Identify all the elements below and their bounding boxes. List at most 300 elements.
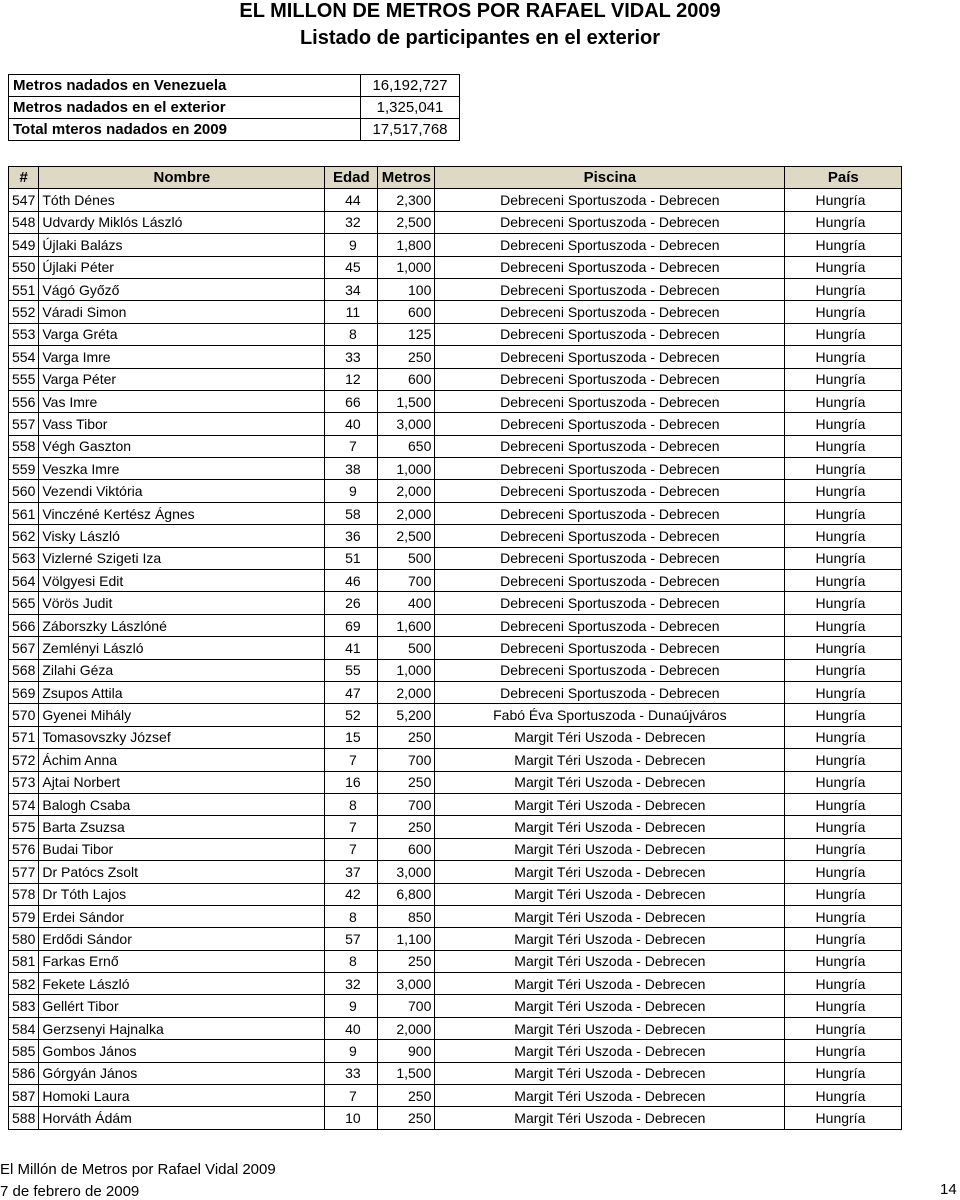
- table-row: [9, 570, 902, 592]
- cell-country: Hungría: [785, 793, 902, 815]
- cell-meters: 2,500: [378, 525, 435, 547]
- cell-number: 572: [9, 749, 39, 771]
- cell-name: Vas Imre: [39, 390, 325, 412]
- table-row: [9, 928, 902, 950]
- cell-meters: 3,000: [378, 973, 435, 995]
- cell-country: Hungría: [785, 973, 902, 995]
- cell-meters: 250: [378, 726, 435, 748]
- cell-meters: 250: [378, 771, 435, 793]
- cell-meters: 250: [378, 1107, 435, 1129]
- table-row: [9, 950, 902, 972]
- cell-country: Hungría: [785, 547, 902, 569]
- cell-age: 7: [325, 435, 378, 457]
- cell-number: 556: [9, 390, 39, 412]
- cell-number: 578: [9, 883, 39, 905]
- cell-country: Hungría: [785, 838, 902, 860]
- cell-number: 559: [9, 458, 39, 480]
- cell-number: 566: [9, 614, 39, 636]
- cell-meters: 500: [378, 637, 435, 659]
- participants-table: [8, 166, 902, 1130]
- cell-pool: Debreceni Sportuszoda - Debrecen: [435, 570, 785, 592]
- cell-country: Hungría: [785, 570, 902, 592]
- cell-country: Hungría: [785, 458, 902, 480]
- cell-country: Hungría: [785, 614, 902, 636]
- cell-name: Vizlerné Szigeti Iza: [39, 547, 325, 569]
- cell-pool: Margit Téri Uszoda - Debrecen: [435, 1062, 785, 1084]
- table-row: [9, 346, 902, 368]
- table-row: [9, 1085, 902, 1107]
- cell-age: 7: [325, 1085, 378, 1107]
- cell-pool: Debreceni Sportuszoda - Debrecen: [435, 323, 785, 345]
- cell-country: Hungría: [785, 1040, 902, 1062]
- cell-meters: 6,800: [378, 883, 435, 905]
- cell-meters: 1,000: [378, 659, 435, 681]
- cell-age: 38: [325, 458, 378, 480]
- cell-name: Végh Gaszton: [39, 435, 325, 457]
- cell-number: 571: [9, 726, 39, 748]
- table-row: [9, 256, 902, 278]
- cell-number: 560: [9, 480, 39, 502]
- cell-pool: Debreceni Sportuszoda - Debrecen: [435, 368, 785, 390]
- cell-country: Hungría: [785, 480, 902, 502]
- table-row: [9, 547, 902, 569]
- table-row: [9, 726, 902, 748]
- cell-age: 57: [325, 928, 378, 950]
- cell-country: Hungría: [785, 905, 902, 927]
- cell-number: 565: [9, 592, 39, 614]
- table-row: [9, 435, 902, 457]
- cell-meters: 1,000: [378, 458, 435, 480]
- cell-number: 548: [9, 211, 39, 233]
- cell-meters: 650: [378, 435, 435, 457]
- cell-meters: 700: [378, 570, 435, 592]
- cell-name: Vezendi Viktória: [39, 480, 325, 502]
- cell-pool: Margit Téri Uszoda - Debrecen: [435, 838, 785, 860]
- cell-country: Hungría: [785, 883, 902, 905]
- table-row: [9, 973, 902, 995]
- table-row: [9, 301, 902, 323]
- cell-name: Vinczéné Kertész Ágnes: [39, 502, 325, 524]
- cell-meters: 600: [378, 301, 435, 323]
- summary-row: [9, 97, 460, 119]
- cell-pool: Debreceni Sportuszoda - Debrecen: [435, 525, 785, 547]
- cell-meters: 2,000: [378, 681, 435, 703]
- cell-age: 51: [325, 547, 378, 569]
- cell-meters: 125: [378, 323, 435, 345]
- column-header-country: País: [785, 167, 902, 189]
- cell-number: 575: [9, 816, 39, 838]
- cell-number: 587: [9, 1085, 39, 1107]
- cell-number: 576: [9, 838, 39, 860]
- cell-age: 36: [325, 525, 378, 547]
- cell-pool: Margit Téri Uszoda - Debrecen: [435, 950, 785, 972]
- cell-pool: Debreceni Sportuszoda - Debrecen: [435, 256, 785, 278]
- cell-country: Hungría: [785, 278, 902, 300]
- cell-number: 582: [9, 973, 39, 995]
- cell-pool: Margit Téri Uszoda - Debrecen: [435, 793, 785, 815]
- cell-meters: 1,800: [378, 234, 435, 256]
- cell-name: Dr Tóth Lajos: [39, 883, 325, 905]
- cell-number: 580: [9, 928, 39, 950]
- cell-meters: 900: [378, 1040, 435, 1062]
- table-row: [9, 211, 902, 233]
- cell-number: 569: [9, 681, 39, 703]
- cell-pool: Debreceni Sportuszoda - Debrecen: [435, 435, 785, 457]
- cell-meters: 3,000: [378, 413, 435, 435]
- cell-number: 551: [9, 278, 39, 300]
- cell-age: 47: [325, 681, 378, 703]
- table-row: [9, 637, 902, 659]
- cell-country: Hungría: [785, 681, 902, 703]
- cell-name: Völgyesi Edit: [39, 570, 325, 592]
- cell-number: 579: [9, 905, 39, 927]
- table-row: [9, 458, 902, 480]
- cell-number: 567: [9, 637, 39, 659]
- table-row: [9, 883, 902, 905]
- cell-number: 585: [9, 1040, 39, 1062]
- cell-meters: 500: [378, 547, 435, 569]
- cell-name: Balogh Csaba: [39, 793, 325, 815]
- cell-age: 8: [325, 905, 378, 927]
- cell-pool: Debreceni Sportuszoda - Debrecen: [435, 480, 785, 502]
- cell-age: 55: [325, 659, 378, 681]
- cell-country: Hungría: [785, 704, 902, 726]
- summary-label: Total mteros nadados en 2009: [9, 119, 361, 141]
- cell-country: Hungría: [785, 323, 902, 345]
- cell-age: 9: [325, 480, 378, 502]
- summary-row: [9, 75, 460, 97]
- cell-country: Hungría: [785, 928, 902, 950]
- table-row: [9, 368, 902, 390]
- cell-country: Hungría: [785, 502, 902, 524]
- cell-age: 7: [325, 816, 378, 838]
- table-row: [9, 681, 902, 703]
- cell-age: 7: [325, 749, 378, 771]
- cell-number: 573: [9, 771, 39, 793]
- cell-name: Udvardy Miklós László: [39, 211, 325, 233]
- cell-pool: Margit Téri Uszoda - Debrecen: [435, 928, 785, 950]
- cell-number: 584: [9, 1017, 39, 1039]
- table-row: [9, 323, 902, 345]
- cell-meters: 100: [378, 278, 435, 300]
- cell-country: Hungría: [785, 659, 902, 681]
- table-row: [9, 1040, 902, 1062]
- cell-name: Ajtai Norbert: [39, 771, 325, 793]
- cell-name: Gyenei Mihály: [39, 704, 325, 726]
- cell-pool: Debreceni Sportuszoda - Debrecen: [435, 592, 785, 614]
- cell-number: 549: [9, 234, 39, 256]
- cell-country: Hungría: [785, 592, 902, 614]
- cell-name: Tóth Dénes: [39, 189, 325, 211]
- cell-meters: 250: [378, 1085, 435, 1107]
- cell-name: Varga Gréta: [39, 323, 325, 345]
- cell-age: 52: [325, 704, 378, 726]
- cell-pool: Debreceni Sportuszoda - Debrecen: [435, 681, 785, 703]
- cell-age: 9: [325, 995, 378, 1017]
- cell-name: Górgyán János: [39, 1062, 325, 1084]
- cell-country: Hungría: [785, 211, 902, 233]
- cell-meters: 600: [378, 368, 435, 390]
- cell-number: 577: [9, 861, 39, 883]
- cell-age: 26: [325, 592, 378, 614]
- summary-value: 16,192,727: [361, 75, 460, 97]
- cell-pool: Fabó Éva Sportuszoda - Dunaújváros: [435, 704, 785, 726]
- cell-country: Hungría: [785, 189, 902, 211]
- cell-meters: 700: [378, 749, 435, 771]
- cell-age: 40: [325, 413, 378, 435]
- cell-country: Hungría: [785, 995, 902, 1017]
- cell-age: 9: [325, 234, 378, 256]
- cell-name: Gellért Tibor: [39, 995, 325, 1017]
- cell-pool: Margit Téri Uszoda - Debrecen: [435, 749, 785, 771]
- cell-pool: Margit Téri Uszoda - Debrecen: [435, 1085, 785, 1107]
- cell-meters: 700: [378, 793, 435, 815]
- cell-name: Tomasovszky József: [39, 726, 325, 748]
- cell-meters: 2,300: [378, 189, 435, 211]
- summary-row: [9, 119, 460, 141]
- column-header-name: Nombre: [39, 167, 325, 189]
- page-title: EL MILLON DE METROS POR RAFAEL VIDAL 2009: [239, 0, 721, 22]
- cell-meters: 2,000: [378, 502, 435, 524]
- cell-country: Hungría: [785, 435, 902, 457]
- cell-name: Újlaki Balázs: [39, 234, 325, 256]
- cell-meters: 400: [378, 592, 435, 614]
- cell-age: 11: [325, 301, 378, 323]
- cell-meters: 1,000: [378, 256, 435, 278]
- cell-age: 16: [325, 771, 378, 793]
- cell-pool: Margit Téri Uszoda - Debrecen: [435, 726, 785, 748]
- cell-meters: 250: [378, 950, 435, 972]
- cell-name: Homoki Laura: [39, 1085, 325, 1107]
- table-row: [9, 390, 902, 412]
- cell-meters: 2,000: [378, 1017, 435, 1039]
- cell-name: Váradi Simon: [39, 301, 325, 323]
- cell-age: 40: [325, 1017, 378, 1039]
- cell-name: Erdődi Sándor: [39, 928, 325, 950]
- cell-meters: 250: [378, 346, 435, 368]
- cell-number: 555: [9, 368, 39, 390]
- table-row: [9, 771, 902, 793]
- cell-pool: Debreceni Sportuszoda - Debrecen: [435, 278, 785, 300]
- cell-meters: 850: [378, 905, 435, 927]
- cell-number: 588: [9, 1107, 39, 1129]
- cell-number: 562: [9, 525, 39, 547]
- cell-name: Horváth Ádám: [39, 1107, 325, 1129]
- cell-country: Hungría: [785, 346, 902, 368]
- cell-meters: 1,500: [378, 1062, 435, 1084]
- cell-pool: Margit Téri Uszoda - Debrecen: [435, 1107, 785, 1129]
- cell-age: 34: [325, 278, 378, 300]
- cell-pool: Debreceni Sportuszoda - Debrecen: [435, 390, 785, 412]
- cell-age: 32: [325, 211, 378, 233]
- cell-meters: 3,000: [378, 861, 435, 883]
- cell-age: 10: [325, 1107, 378, 1129]
- table-body: [9, 189, 902, 1129]
- cell-pool: Margit Téri Uszoda - Debrecen: [435, 1017, 785, 1039]
- cell-age: 32: [325, 973, 378, 995]
- cell-name: Varga Imre: [39, 346, 325, 368]
- cell-meters: 250: [378, 816, 435, 838]
- cell-pool: Debreceni Sportuszoda - Debrecen: [435, 234, 785, 256]
- page-number: 14: [940, 1181, 957, 1198]
- summary-value: 1,325,041: [361, 97, 460, 119]
- cell-age: 8: [325, 950, 378, 972]
- cell-pool: Margit Téri Uszoda - Debrecen: [435, 771, 785, 793]
- table-row: [9, 1017, 902, 1039]
- cell-country: Hungría: [785, 749, 902, 771]
- column-header-pool: Piscina: [435, 167, 785, 189]
- cell-age: 37: [325, 861, 378, 883]
- cell-meters: 2,000: [378, 480, 435, 502]
- cell-country: Hungría: [785, 368, 902, 390]
- summary-label: Metros nadados en Venezuela: [9, 75, 361, 97]
- cell-country: Hungría: [785, 1017, 902, 1039]
- cell-country: Hungría: [785, 256, 902, 278]
- cell-country: Hungría: [785, 390, 902, 412]
- cell-number: 554: [9, 346, 39, 368]
- cell-meters: 700: [378, 995, 435, 1017]
- cell-name: Barta Zsuzsa: [39, 816, 325, 838]
- cell-pool: Debreceni Sportuszoda - Debrecen: [435, 413, 785, 435]
- cell-name: Gombos János: [39, 1040, 325, 1062]
- cell-name: Vass Tibor: [39, 413, 325, 435]
- cell-age: 44: [325, 189, 378, 211]
- cell-number: 574: [9, 793, 39, 815]
- cell-country: Hungría: [785, 525, 902, 547]
- cell-pool: Debreceni Sportuszoda - Debrecen: [435, 502, 785, 524]
- summary-table: [8, 74, 460, 141]
- column-header-number: #: [9, 167, 39, 189]
- cell-name: Vörös Judit: [39, 592, 325, 614]
- cell-country: Hungría: [785, 1107, 902, 1129]
- cell-name: Fekete László: [39, 973, 325, 995]
- cell-age: 58: [325, 502, 378, 524]
- summary-value: 17,517,768: [361, 119, 460, 141]
- cell-pool: Margit Téri Uszoda - Debrecen: [435, 905, 785, 927]
- cell-age: 7: [325, 838, 378, 860]
- cell-name: Gerzsenyi Hajnalka: [39, 1017, 325, 1039]
- cell-name: Záborszky Lászlóné: [39, 614, 325, 636]
- cell-age: 46: [325, 570, 378, 592]
- cell-number: 583: [9, 995, 39, 1017]
- table-header-row: [9, 167, 902, 189]
- cell-name: Erdei Sándor: [39, 905, 325, 927]
- cell-name: Veszka Imre: [39, 458, 325, 480]
- cell-country: Hungría: [785, 234, 902, 256]
- cell-pool: Debreceni Sportuszoda - Debrecen: [435, 301, 785, 323]
- cell-name: Budai Tibor: [39, 838, 325, 860]
- cell-pool: Debreceni Sportuszoda - Debrecen: [435, 614, 785, 636]
- cell-pool: Debreceni Sportuszoda - Debrecen: [435, 211, 785, 233]
- cell-name: Zilahi Géza: [39, 659, 325, 681]
- cell-meters: 1,100: [378, 928, 435, 950]
- table-row: [9, 838, 902, 860]
- table-row: [9, 278, 902, 300]
- cell-number: 564: [9, 570, 39, 592]
- cell-pool: Debreceni Sportuszoda - Debrecen: [435, 659, 785, 681]
- cell-country: Hungría: [785, 1062, 902, 1084]
- cell-age: 69: [325, 614, 378, 636]
- table-row: [9, 525, 902, 547]
- cell-meters: 2,500: [378, 211, 435, 233]
- footer-date: 7 de febrero de 2009: [0, 1183, 140, 1200]
- cell-number: 570: [9, 704, 39, 726]
- cell-age: 41: [325, 637, 378, 659]
- cell-age: 9: [325, 1040, 378, 1062]
- cell-meters: 5,200: [378, 704, 435, 726]
- cell-number: 568: [9, 659, 39, 681]
- cell-pool: Debreceni Sportuszoda - Debrecen: [435, 547, 785, 569]
- table-row: [9, 1062, 902, 1084]
- cell-pool: Debreceni Sportuszoda - Debrecen: [435, 346, 785, 368]
- table-row: [9, 502, 902, 524]
- table-row: [9, 189, 902, 211]
- table-row: [9, 995, 902, 1017]
- cell-pool: Margit Téri Uszoda - Debrecen: [435, 973, 785, 995]
- cell-number: 552: [9, 301, 39, 323]
- cell-pool: Margit Téri Uszoda - Debrecen: [435, 816, 785, 838]
- cell-number: 581: [9, 950, 39, 972]
- cell-country: Hungría: [785, 301, 902, 323]
- cell-pool: Margit Téri Uszoda - Debrecen: [435, 883, 785, 905]
- cell-meters: 1,500: [378, 390, 435, 412]
- cell-age: 42: [325, 883, 378, 905]
- table-row: [9, 905, 902, 927]
- cell-name: Farkas Ernő: [39, 950, 325, 972]
- cell-number: 558: [9, 435, 39, 457]
- cell-age: 8: [325, 323, 378, 345]
- table-row: [9, 861, 902, 883]
- cell-country: Hungría: [785, 816, 902, 838]
- cell-country: Hungría: [785, 726, 902, 748]
- cell-name: Dr Patócs Zsolt: [39, 861, 325, 883]
- table-row: [9, 659, 902, 681]
- cell-pool: Debreceni Sportuszoda - Debrecen: [435, 637, 785, 659]
- cell-age: 45: [325, 256, 378, 278]
- cell-name: Visky László: [39, 525, 325, 547]
- table-row: [9, 592, 902, 614]
- cell-meters: 1,600: [378, 614, 435, 636]
- cell-age: 66: [325, 390, 378, 412]
- cell-number: 561: [9, 502, 39, 524]
- cell-country: Hungría: [785, 771, 902, 793]
- cell-pool: Margit Téri Uszoda - Debrecen: [435, 995, 785, 1017]
- cell-country: Hungría: [785, 1085, 902, 1107]
- cell-number: 563: [9, 547, 39, 569]
- table-row: [9, 793, 902, 815]
- footer-title: El Millón de Metros por Rafael Vidal 2009: [0, 1161, 276, 1178]
- cell-number: 557: [9, 413, 39, 435]
- summary-label: Metros nadados en el exterior: [9, 97, 361, 119]
- cell-number: 547: [9, 189, 39, 211]
- cell-number: 586: [9, 1062, 39, 1084]
- cell-name: Újlaki Péter: [39, 256, 325, 278]
- cell-pool: Margit Téri Uszoda - Debrecen: [435, 861, 785, 883]
- cell-name: Zemlényi László: [39, 637, 325, 659]
- cell-age: 8: [325, 793, 378, 815]
- cell-number: 550: [9, 256, 39, 278]
- table-row: [9, 234, 902, 256]
- column-header-age: Edad: [325, 167, 378, 189]
- table-row: [9, 1107, 902, 1129]
- cell-name: Zsupos Attila: [39, 681, 325, 703]
- table-row: [9, 704, 902, 726]
- cell-age: 12: [325, 368, 378, 390]
- cell-pool: Margit Téri Uszoda - Debrecen: [435, 1040, 785, 1062]
- column-header-meters: Metros: [378, 167, 435, 189]
- cell-meters: 600: [378, 838, 435, 860]
- table-row: [9, 480, 902, 502]
